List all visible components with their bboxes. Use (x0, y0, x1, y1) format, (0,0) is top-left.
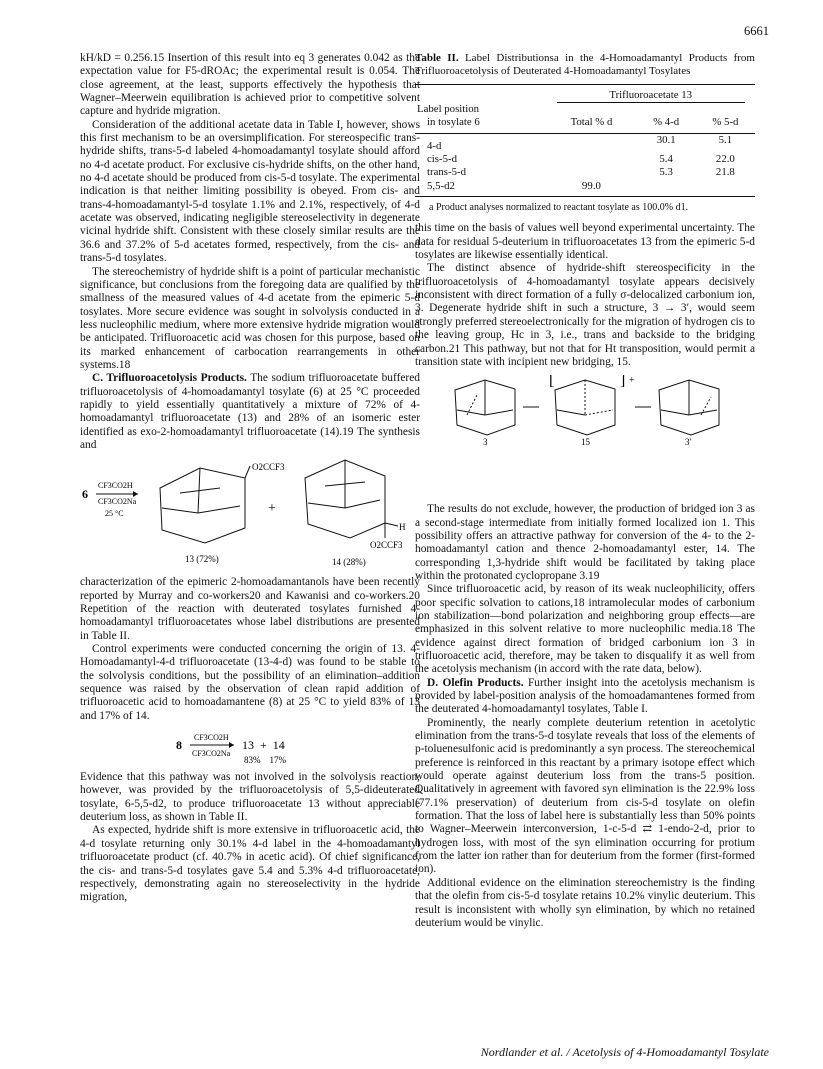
label-15: 15 (581, 437, 590, 446)
right-column (415, 52, 755, 930)
reaction-scheme-2 (80, 729, 420, 765)
paragraph: this time on the basis of values well beyond experimental uncertainty. The data for residual 5-deuterium in trifluoroacetates 13 from the epimeric 5-d tosylates are likewise essentially identical. (415, 222, 755, 262)
paragraph: The results do not exclude, however, the production of bridged ion 3 as a second-stage intermediate from initially formed localized ion 1. This possibility offers an attractive pathway for conversion of the 4- to the 2-homoadamantyl cation and thence 2-homoadamantyl ester, 14. The corresponding 1,3-hydride shift would be facilitated by taking place within the protonated cyclopropane 3.19 (415, 503, 755, 582)
table-caption (415, 52, 755, 78)
paragraph: characterization of the epimeric 2-homoadamantanols have been recently reported by Murray and co-workers20 and Kawanisi and co-workers.20 Repetition of the reaction with deuterated tosylates furnished 4-homoadamantyl trifluoroacetates whose label distributions are presented in Table II. (80, 576, 420, 642)
arrow-head (229, 742, 234, 748)
paragraph: The distinct absence of hydride-shift stereospecificity in the trifluoroacetolysis of 4-homoadamantyl tosylate appears decisively inconsistent with direct formation of a fully σ-delocalized carbonium ion, 3. Degenerate hydride shift in such a structure, 3 → 3′, would seem strongly preferred stereoelectronically for the migration of hydrogen cis to the leaving group, Hc in 3, i.e., trans and backside to the bridging carbon.21 This pathway, but not that for Ht transposition, would permit a transition state with incipient new bridging, 15. (415, 262, 755, 368)
table-row: 4-d 30.1 5.1 (427, 133, 733, 152)
paragraph: The stereochemistry of hydride shift is a point of particular mechanistic significance, but conclusions from the foregoing data are qualified by the smallness of the measured values of 4-d acetate from the epimeric 5-d tosylates. More secure evidence was sought in solvolysis conducted in a less nucleophilic medium, where more extensive hydride migration would be anticipated. Trifluoroacetic acid was chosen for this purpose, based on its marked enhancement of carbocation rearrangements in other systems.18 (80, 265, 420, 371)
reaction-scheme-2-svg (80, 729, 420, 765)
structure-14 (305, 460, 398, 538)
structure-13 (160, 466, 250, 543)
paragraph: Evidence that this pathway was not involved in the solvolysis reaction, however, was provided by the trifluoroacetolysis of 5,5-dideuterated tosylate, 6-5,5-d2, to produce trifluoroacetate 13 without appreciable deuterium loss, as shown in Table II. (80, 771, 420, 824)
substituent-o2ccf3-2: O2CCF3 (370, 540, 403, 551)
yields: 83% 17% (244, 755, 286, 766)
paragraph (80, 372, 420, 452)
col-header: Total % d (570, 116, 613, 129)
table-caption-text: Label Distributionsa in the 4-Homoadamantyl Products from Trifluoroacetolysis of Deuterated 4-Homoadamantyl Tosylates (415, 52, 755, 77)
left-column (80, 52, 420, 905)
product-13-label: 13 (72%) (185, 554, 219, 565)
reagent-bottom: CF3CO2Na (98, 497, 137, 507)
product-14-label: 14 (28%) (332, 557, 366, 568)
paragraph: Prominently, the nearly complete deuterium retention in acetolytic elimination from the trans-5-d tosylate reveals that loss of the elements of p-toluenesulfonic acid is predominantly a syn process. The stereochemical preference is reinforced in this reactant by a primary isotope effect which would operate against deuterium loss from the trans-5 position. Qualitatively in agreement with favored syn elimination is the 22.9% loss (77.1% preservation) of deuterium from cis-5-d tosylate on olefin formation. That the loss of label here is substantially less than 50% points to Wagner–Meerwein interconversion, 1-c-5-d ⇄ 1-endo-2-d, prior to hydrogen loss, with most of the syn elimination occurring for protium from the latter ion rather than for deuterium from the former (first-formed ion). (415, 716, 755, 876)
label-3: 3 (483, 437, 488, 446)
table-row: cis-5-d 5.4 22.0 (427, 153, 735, 166)
reagent-bottom: CF3CO2Na (192, 749, 231, 759)
paragraph-text: Further insight into the acetolysis mechanism is provided by label-position analysis of the homoadamantenes formed from the deuterated 4-homoadamantyl tosylates, Table I. (415, 676, 755, 716)
table-2 (415, 84, 755, 197)
paragraph: Additional evidence on the elimination stereochemistry is the finding that the olefin from cis-5-d tosylate retains 10.2% vinylic deuterium. This result is inconsistent with wholly syn elimination, by which no retained deuterium would be vinylic. (415, 876, 755, 929)
table-caption-label: Table II. (415, 52, 459, 64)
paragraph: As expected, hydride shift is more extensive in trifluoroacetic acid, the 4-d tosylate returning only 30.1% 4-d label in the 4-homoadamantyl trifluoroacetate product (cf. 40.7% in acetic acid). Of chief significance, the cis- and trans-5-d tosylates gave 5.4 and 5.3% 4-d trifluoroacetate, respectively, demonstrating again no stereoselectivity in the hydride migration, (80, 824, 420, 904)
row-header: Label position (417, 103, 480, 115)
reaction-scheme-3-svg (415, 375, 755, 445)
reaction-scheme-1 (80, 458, 420, 570)
group-header: Trifluoroacetate 13 (546, 85, 755, 117)
table-row: 5,5-d2 99.0 (415, 180, 755, 197)
paragraph: Control experiments were conducted concerning the origin of 13. 4-Homoadamantyl-4-d trifluoroacetate (13-4-d) was found to be stable to the solvolysis conditions, but the possibility of an elimination–addition sequence was raised by the observation of clean rapid addition of trifluoroacetic acid to homoadamantene (8) at 25 °C to yield 83% of 13 and 17% of 14. (80, 643, 420, 722)
paragraph: kH/kD = 0.256.15 Insertion of this result into eq 3 generates 0.042 as the expectation value for F5-dROAc; the experimental result is 0.054. The close agreement, at the least, supports effectively the hypothesis that Wagner–Meerwein equilibration is achieved prior to competitive solvent capture and hydride migration. (80, 52, 420, 118)
paragraph-text: The sodium trifluoroacetate buffered trifluoroacetolysis of 4-homoadamantyl tosylate (6) at 25 °C proceeded rapidly to yield essentially quantitatively a mixture of 72% of 4-homoadamantyl trifluoroacetate (13) and 28% of an isomeric ester identified as exo-2-homoadamantyl trifluoroacetate (14).19 The synthesis and (80, 372, 420, 451)
running-footer: Nordlander et al. / Acetolysis of 4-Homoadamantyl Tosylate (480, 1045, 769, 1059)
page-number: 6661 (744, 24, 769, 38)
label-3-prime: 3′ (685, 437, 692, 446)
structure-3-prime (659, 380, 719, 435)
structure-3 (455, 380, 515, 435)
bracket: ] (620, 375, 626, 390)
col-header: % 5-d (712, 116, 739, 129)
plus-sign: + (268, 501, 276, 517)
paragraph: Since trifluoroacetic acid, by reason of its weak nucleophilicity, offers poor specific solvation to cations,18 intramolecular modes of carbonium ion stabilization—bond polarization and neighboring group effects—are emphasized in this solvent relative to more nucleophilic media.18 The evidence against direct formation of bridged carbonium ion 3 in trifluoroacetic acid, therefore, may be taken to disqualify it as well from the acetolysis mechanism (in accord with the rate data, below). (415, 583, 755, 676)
section-heading: C. Trifluoroacetolysis Products. (92, 372, 247, 385)
table-row: trans-5-d 5.3 21.8 (427, 166, 735, 179)
temperature: 25 °C (105, 509, 124, 519)
reagent-top: CF3CO2H (98, 481, 133, 491)
row-header: in tosylate 6 (427, 116, 480, 129)
bracket: [ (549, 375, 555, 390)
structure-15 (555, 380, 615, 435)
substituent-o2ccf3: O2CCF3 (252, 462, 285, 473)
reaction-scheme-1-svg (80, 458, 420, 570)
reaction-scheme-3 (415, 375, 755, 497)
paragraph (415, 677, 755, 717)
section-heading: D. Olefin Products. (427, 676, 524, 689)
reactant-label: 6 (82, 487, 88, 502)
reagent-top: CF3CO2H (194, 733, 229, 743)
products: 13 + 14 (242, 738, 285, 753)
col-header: % 4-d (653, 116, 680, 129)
reactant-label: 8 (176, 738, 182, 753)
charge: + (629, 375, 635, 387)
paragraph: Consideration of the additional acetate data in Table I, however, shows this first mechanism to be an oversimplification. For stereospecific trans-hydride shifts, trans-5-d labeled 4-homoadamantyl tosylate should afford no 4-d acetate product. For exclusive cis-hydride shifts, on the other hand, no 4-d acetate should be produced from cis-5-d tosylate. The experimental indication is that neither limiting possibility is obeyed. From cis- and trans-4-homoadamantyl-5-d tosylate 1.1% and 2.1%, respectively, of 4-d acetate was observed, indicating negligible stereoselectivity in degenerate vicinal hydride shift. Consistent with these closely similar results are the 36.6 and 37.2% of 5-d acetates formed, respectively, from the cis- and trans-5-d tosylates. (80, 118, 420, 265)
substituent-h: H (399, 522, 406, 533)
table-footnote: a Product analyses normalized to reactant tosylate as 100.0% d1. (429, 202, 689, 214)
